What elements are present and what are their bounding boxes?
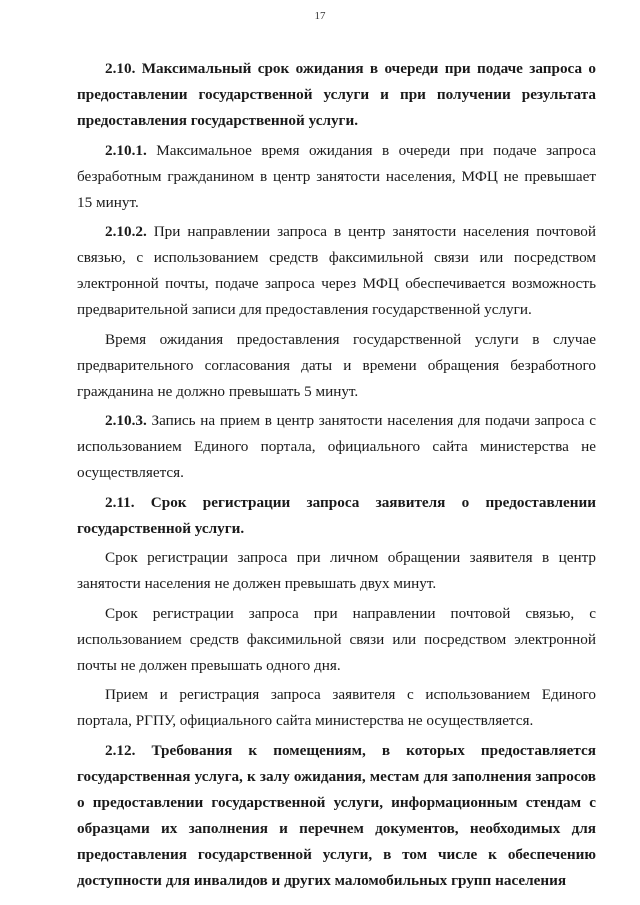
paragraph-text: Прием и регистрация запроса заявителя с использованием Единого портала, РГПУ, официального сайта министерства не осуществляется. — [77, 686, 596, 729]
paragraph-text: Срок регистрации запроса при направлении почтовой связью, с использованием средств факсимильной связи или посредством электронной почты не должен превышать одного дня. — [77, 604, 596, 674]
heading-2-11: 2.11. Срок регистрации запроса заявителя о предоставлении государственной услуги. — [77, 493, 596, 537]
paragraph-text: Срок регистрации запроса при личном обращении заявителя в центр занятости населения не должен превышать двух минут. — [77, 549, 596, 592]
heading-2-12: 2.12. Требования к помещениям, в которых предоставляется государственная услуга, к залу ожидания, местам для заполнения запросов о предоставлении государственной услуги, информационным стендам с образцами их заполнения и перечнем документов, необходимых для предоставления государственной услуги, в том числе к обеспечению доступности для инвалидов и других маломобильных групп населения — [77, 741, 596, 889]
paragraph-2-10-1 — [77, 138, 596, 216]
paragraph-waiting-time — [77, 327, 596, 405]
paragraph-text: Запись на прием в центр занятости населения для подачи запроса с использованием Единого портала, официального сайта министерства не осуществляется. — [77, 412, 596, 481]
paragraph-text: При направлении запроса в центр занятости населения почтовой связью, с использованием средств факсимильной связи или посредством электронной почты, подаче запроса через МФЦ обеспечивается возможность предварительной записи для предоставления государственной услуги. — [77, 223, 596, 318]
paragraph-2-10-3 — [77, 408, 596, 486]
document-body — [77, 56, 596, 897]
paragraph-text: Максимальное время ожидания в очереди при подаче запроса безработным гражданином в центр занятости населения, МФЦ не превышает 15 минут. — [77, 141, 596, 211]
clause-number: 2.10.3. — [105, 412, 147, 429]
paragraph-registration-in-person — [77, 545, 596, 597]
page-number: 17 — [314, 10, 326, 22]
clause-number: 2.10.2. — [105, 223, 147, 240]
paragraph-text: Время ожидания предоставления государственной услуги в случае предварительного согласования даты и времени обращения безработного гражданина не должно превышать 5 минут. — [77, 330, 596, 400]
heading-2-10: 2.10. Максимальный срок ожидания в очереди при подаче запроса о предоставлении государственной услуги и при получении результата предоставления государственной услуги. — [77, 60, 596, 129]
paragraph-registration-by-mail — [77, 601, 596, 679]
paragraph-registration-online — [77, 682, 596, 734]
clause-number: 2.10.1. — [105, 141, 147, 159]
paragraph-2-10-2 — [77, 219, 596, 323]
